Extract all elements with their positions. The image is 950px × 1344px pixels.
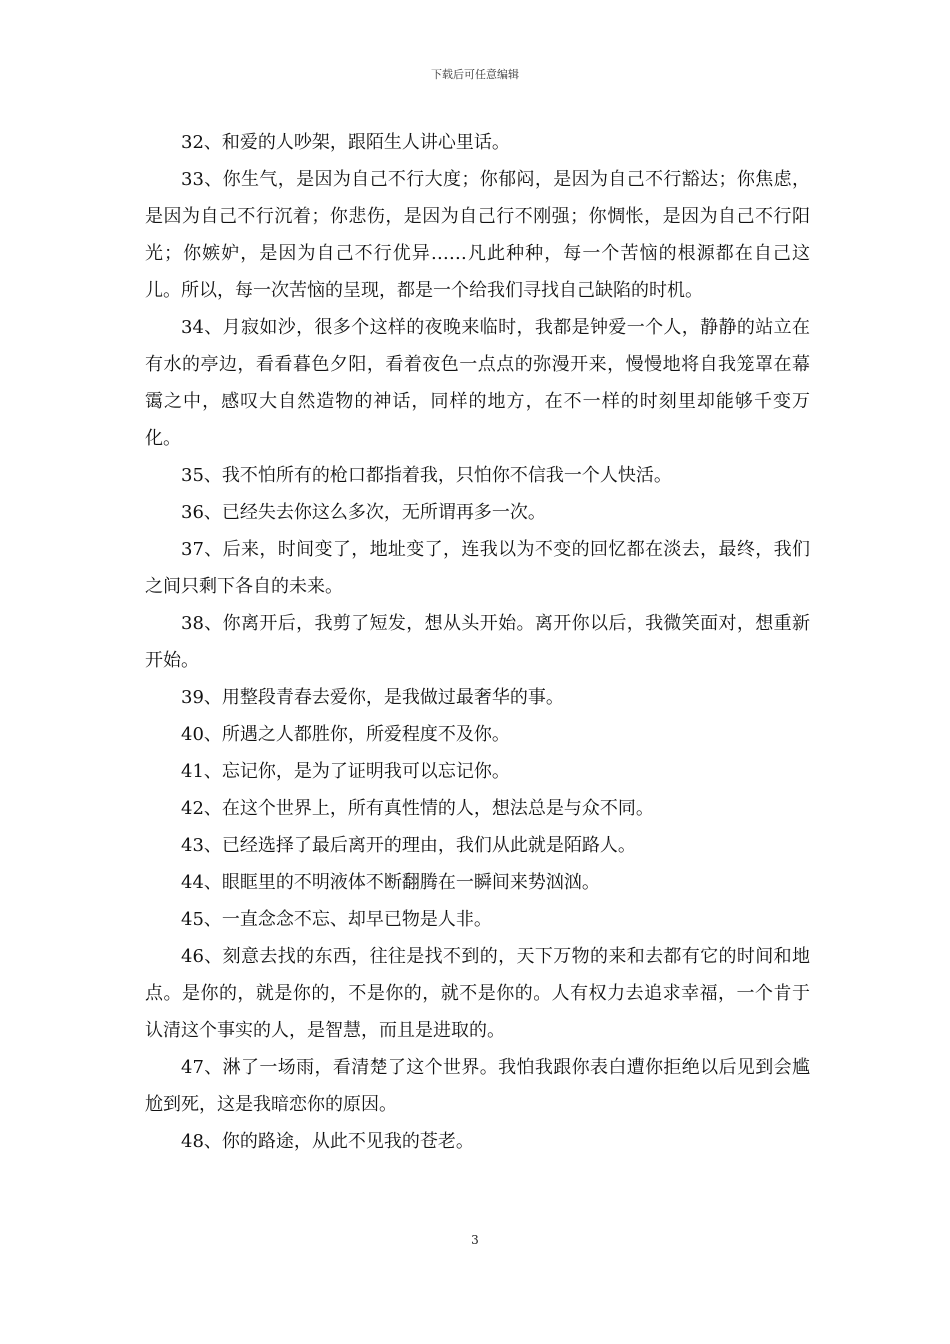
- paragraph-48: 48、你的路途，从此不见我的苍老。: [181, 1131, 474, 1152]
- paragraph-43: 43、已经选择了最后离开的理由，我们从此就是陌路人。: [181, 835, 636, 856]
- paragraph-33: 33、你生气，是因为自己不行大度；你郁闷，是因为自己不行豁达；你焦虑，是因为自己不行沉着；你悲伤，是因为自己行不刚强；你惆怅，是因为自己不行阳光；你嫉妒，是因为自己不行优异……凡此种种，每一个苦恼的根源都在自己这儿。所以，每一次苦恼的呈现，都是一个给我们寻找自己缺陷的时机。: [145, 169, 810, 301]
- paragraph-38: 38、你离开后，我剪了短发，想从头开始。离开你以后，我微笑面对，想重新开始。: [145, 613, 810, 671]
- paragraph-35: 35、我不怕所有的枪口都指着我，只怕你不信我一个人快活。: [181, 465, 672, 486]
- paragraph-36: 36、已经失去你这么多次，无所谓再多一次。: [181, 502, 546, 523]
- paragraph-45: 45、一直念念不忘、却早已物是人非。: [181, 909, 492, 930]
- paragraph-39: 39、用整段青春去爱你，是我做过最奢华的事。: [181, 687, 564, 708]
- paragraph-40: 40、所遇之人都胜你，所爱程度不及你。: [181, 724, 510, 745]
- paragraph-44: 44、眼眶里的不明液体不断翻腾在一瞬间来势汹汹。: [181, 872, 600, 893]
- paragraph-42: 42、在这个世界上，所有真性情的人，想法总是与众不同。: [181, 798, 654, 819]
- paragraph-34: 34、月寂如沙，很多个这样的夜晚来临时，我都是钟爱一个人，静静的站立在有水的亭边，看看暮色夕阳，看着夜色一点点的弥漫开来，慢慢地将自我笼罩在幕霭之中，感叹大自然造物的神话，同样的地方，在不一样的时刻里却能够千变万化。: [145, 317, 810, 449]
- page-number: 3: [471, 1233, 479, 1247]
- document-body: [145, 124, 810, 1160]
- paragraph-47: 47、淋了一场雨，看清楚了这个世界。我怕我跟你表白遭你拒绝以后见到会尴尬到死，这是我暗恋你的原因。: [145, 1057, 810, 1115]
- paragraph-32: 32、和爱的人吵架，跟陌生人讲心里话。: [181, 132, 510, 153]
- paragraph-37: 37、后来，时间变了，地址变了，连我以为不变的回忆都在淡去，最终，我们之间只剩下各自的未来。: [145, 539, 810, 597]
- page-header: 下载后可任意编辑: [431, 68, 519, 81]
- paragraph-46: 46、刻意去找的东西，往往是找不到的，天下万物的来和去都有它的时间和地点。是你的，就是你的，不是你的，就不是你的。人有权力去追求幸福，一个肯于认清这个事实的人，是智慧，而且是进取的。: [145, 946, 810, 1041]
- paragraph-41: 41、忘记你，是为了证明我可以忘记你。: [181, 761, 510, 782]
